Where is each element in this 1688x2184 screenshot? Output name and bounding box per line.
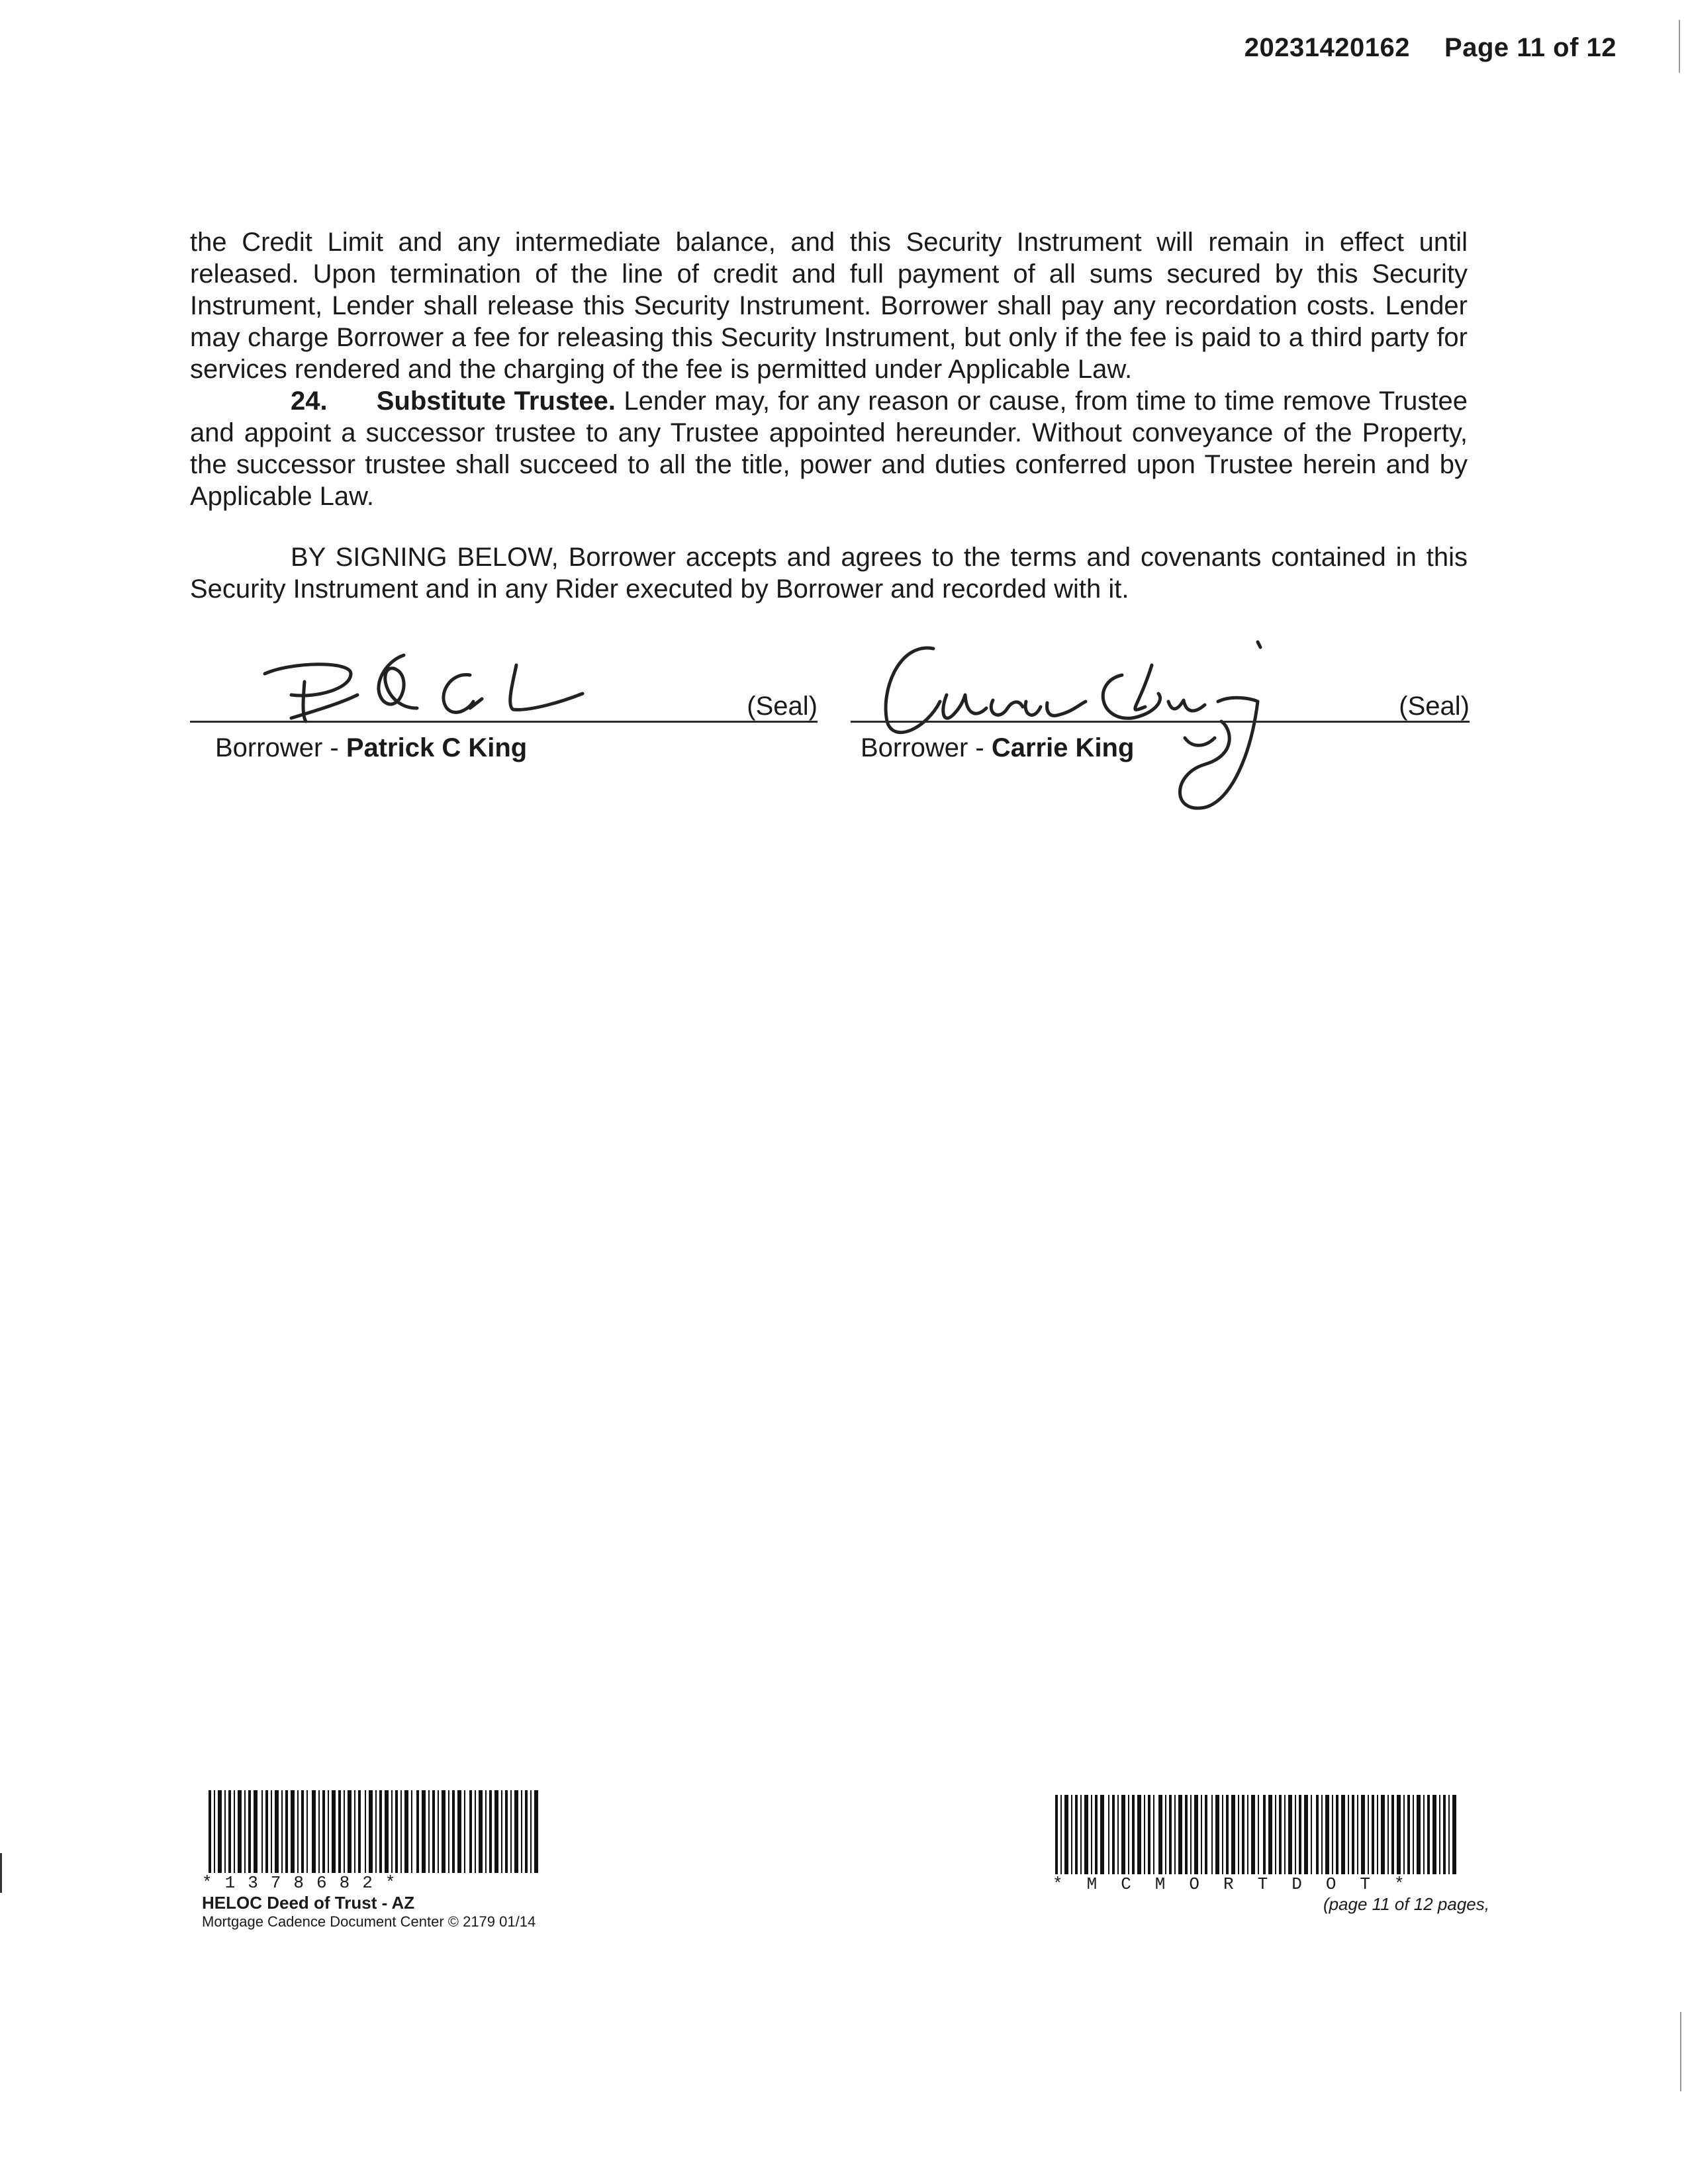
footer-left: [202, 1790, 665, 1931]
borrower-2-signature-line: [851, 649, 1470, 728]
seal-label: (Seal): [747, 692, 818, 721]
signing-statement: BY SIGNING BELOW, Borrower accepts and agrees to the terms and covenants contained in this Security Instrument and in any Rider executed by Borrower and recorded with it.: [190, 543, 1468, 604]
borrower-1-signature-line: [190, 649, 818, 728]
barcode-left: [202, 1790, 546, 1873]
borrower-name: Carrie King: [991, 733, 1135, 762]
seal-label: (Seal): [1399, 692, 1470, 721]
page-number: Page 11 of 12: [1444, 33, 1617, 62]
signature-rule: [190, 721, 818, 723]
page-header: [1244, 33, 1617, 63]
section-24: [190, 385, 1468, 512]
form-subtitle: Mortgage Cadence Document Center © 2179 01/14: [202, 1913, 536, 1930]
page-note: (page 11 of 12 pages,: [1323, 1894, 1489, 1914]
document-body: [190, 226, 1468, 512]
barcode-right-text: *MCMORTDOT*: [1053, 1874, 1429, 1894]
borrower-role: Borrower -: [215, 733, 346, 762]
document-number: 20231420162: [1244, 33, 1411, 62]
form-title: HELOC Deed of Trust - AZ: [202, 1893, 415, 1913]
borrower-1-caption: [215, 733, 527, 763]
section-24-number: 24.: [291, 387, 328, 416]
section-24-text: Lender may, for any reason or cause, from time to time remove Trustee and appoint a successor trustee to any Trustee appointed hereunder. Without conveyance of the Property, the successor trustee shall succeed to all the title, power and duties conferred upon Trustee herein and by Applicable Law.: [190, 387, 1468, 511]
signature-rule: [851, 721, 1470, 723]
borrower-name: Patrick C King: [346, 733, 528, 762]
borrower-role: Borrower -: [861, 733, 992, 762]
section-24-title: Substitute Trustee.: [376, 387, 616, 416]
scan-edge-mark: [1679, 20, 1680, 73]
barcode-right: [1053, 1795, 1463, 1874]
paragraph-continued: the Credit Limit and any intermediate balance, and this Security Instrument will remain in effect until released. Upon termination of the line of credit and full payment of all sums secured by this Security Instrument, Lender shall release this Security Instrument. Borrower shall pay any recordation costs. Lender may charge Borrower a fee for releasing this Security Instrument, but only if the fee is paid to a third party for services rendered and the charging of the fee is permitted under Applicable Law.: [190, 228, 1468, 384]
footer-right: [1053, 1795, 1489, 1915]
scan-edge-mark: [1680, 2012, 1681, 2091]
barcode-left-text: *1378682*: [202, 1873, 408, 1893]
scan-edge-mark: [0, 1853, 2, 1893]
borrower-2-caption: [861, 733, 1134, 763]
signing-statement-block: [190, 541, 1468, 605]
